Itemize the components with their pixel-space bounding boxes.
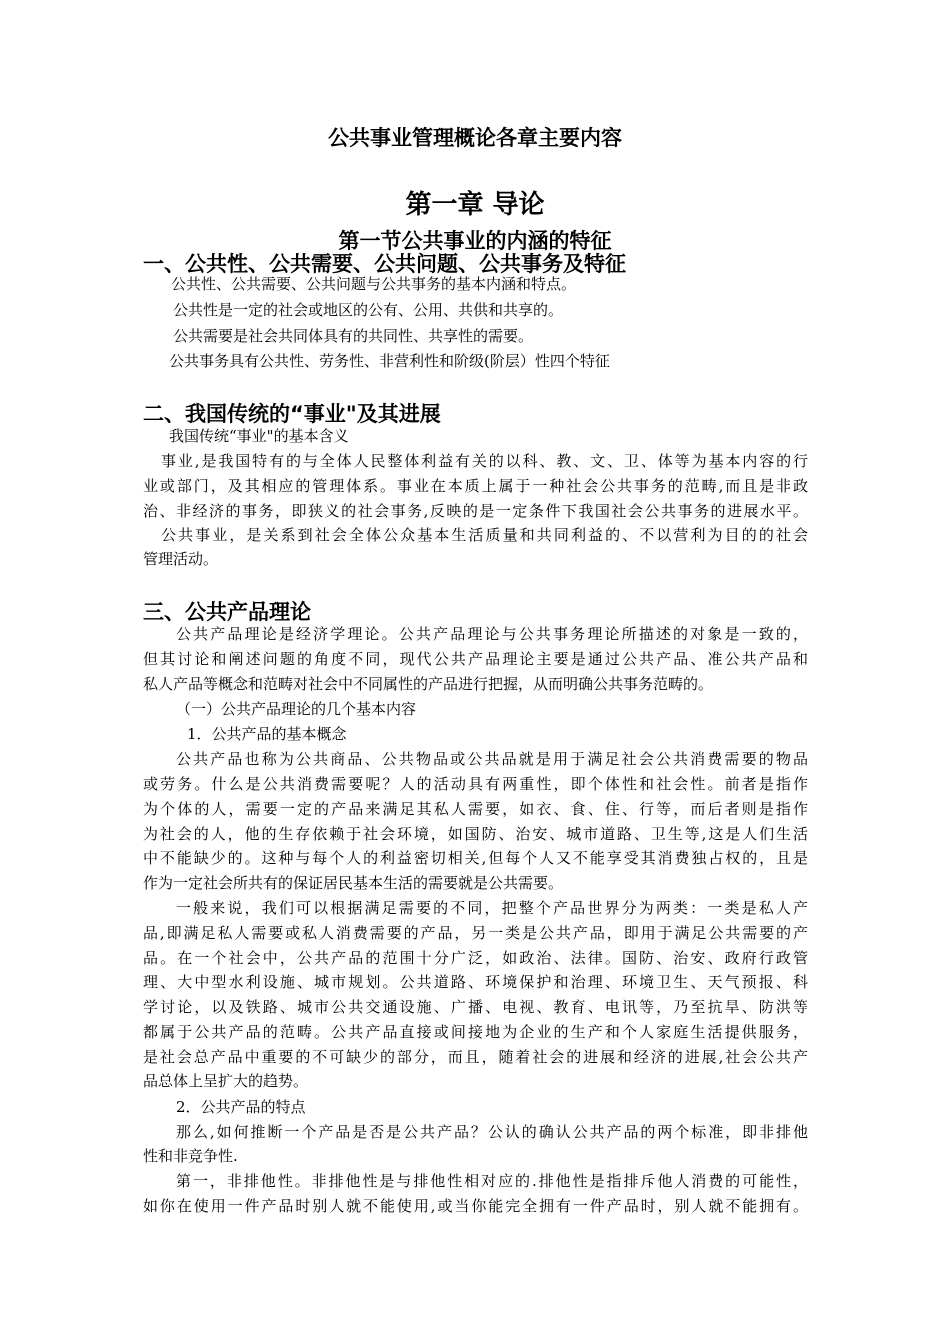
paragraph-line: 第一，非排他性。非排他性是与排他性相对应的.排他性是指排斥他人消费的可能性， (176, 1172, 808, 1190)
paragraph-line: （一）公共产品理论的几个基本内容 (176, 700, 417, 718)
paragraph-line: 业或部门，及其相应的管理体系。事业在本质上属于一种社会公共事务的范畴,而且是非政 (143, 477, 808, 495)
paragraph-line: 中不能缺少的。这种与每个人的利益密切相关,但每个人又不能享受其消费独占权的，且是 (143, 849, 808, 867)
document-title: 公共事业管理概论各章主要内容 (328, 126, 622, 150)
paragraph-line: 我国传统“事业"的基本含义 (169, 427, 349, 445)
paragraph-line: 公共事务具有公共性、劳务性、非营利性和阶级(阶层）性四个特征 (169, 352, 610, 370)
paragraph-line: 事业,是我国特有的与全体人民整体利益有关的以科、教、文、卫、体等为基本内容的行 (161, 452, 808, 470)
heading-3: 三、公共产品理论 (143, 600, 311, 624)
paragraph-line: 作为一定社会所共有的保证居民基本生活的需要就是公共需要。 (143, 874, 564, 892)
paragraph-line: 公共需要是社会共同体具有的共同性、共享性的需要。 (173, 327, 534, 345)
paragraph-line: 治、非经济的事务，即狭义的社会事务,反映的是一定条件下我国社会公共事务的进展水平。 (143, 502, 808, 520)
paragraph-line: 公共性是一定的社会或地区的公有、公用、共供和共享的。 (173, 301, 564, 319)
paragraph-line: 品。在一个社会中，公共产品的范围十分广泛，如政治、法律。国防、治安、政府行政管 (143, 949, 808, 967)
paragraph-line: 品总体上呈扩大的趋势。 (143, 1072, 309, 1090)
paragraph-line: 性和非竞争性. (143, 1147, 238, 1165)
paragraph-line: 那么,如何推断一个产品是否是公共产品？公认的确认公共产品的两个标准，即非排他 (176, 1123, 808, 1141)
paragraph-line: 学讨论，以及铁路、城市公共交通设施、广播、电视、教育、电讯等，乃至抗旱、防洪等 (143, 998, 808, 1016)
paragraph-line: 都属于公共产品的范畴。公共产品直接或间接地为企业的生产和个人家庭生活提供服务， (143, 1023, 808, 1041)
paragraph-line: 如你在使用一件产品时别人就不能使用,或当你能完全拥有一件产品时，别人就不能拥有。 (143, 1197, 808, 1215)
paragraph-line: 2．公共产品的特点 (176, 1098, 306, 1116)
paragraph-line: 但其讨论和阐述问题的角度不同，现代公共产品理论主要是通过公共产品、准公共产品和 (143, 650, 808, 668)
paragraph-line: 是社会总产品中重要的不可缺少的部分，而且，随着社会的进展和经济的进展,社会公共产 (143, 1048, 808, 1066)
paragraph-line: 公共产品理论是经济学理论。公共产品理论与公共事务理论所描述的对象是一致的， (176, 625, 808, 643)
heading-2: 二、我国传统的“事业"及其进展 (143, 402, 441, 426)
paragraph-line: 公共性、公共需要、公共问题与公共事务的基本内涵和特点。 (171, 275, 577, 293)
paragraph-line: 为社会的人，他的生存依赖于社会环境，如国防、治安、城市道路、卫生等,这是人们生活 (143, 825, 808, 843)
paragraph-line: 公共事业，是关系到社会全体公众基本生活质量和共同利益的、不以营利为目的的社会 (161, 526, 808, 544)
paragraph-line: 理、大中型水利设施、城市规划。公共道路、环境保护和治理、环境卫生、天气预报、科 (143, 973, 808, 991)
paragraph-line: 私人产品等概念和范畴对社会中不同属性的产品进行把握，从而明确公共事务范畴的。 (143, 675, 714, 693)
paragraph-line: 一般来说，我们可以根据满足需要的不同，把整个产品世界分为两类：一类是私人产 (176, 899, 808, 917)
paragraph-line: 品,即满足私人需要或私人消费需要的产品，另一类是公共产品，即用于满足公共需要的产 (143, 924, 808, 942)
paragraph-line: 为个体的人，需要一定的产品来满足其私人需要，如衣、食、住、行等，而后者则是指作 (143, 800, 808, 818)
section-heading: 第一节公共事业的内涵的特征 (338, 229, 612, 253)
paragraph-line: 1．公共产品的基本概念 (187, 725, 347, 743)
heading-1: 一、公共性、公共需要、公共问题、公共事务及特征 (143, 252, 626, 276)
chapter-heading: 第一章 导论 (405, 190, 545, 220)
paragraph-line: 管理活动。 (143, 550, 219, 568)
paragraph-line: 或劳务。什么是公共消费需要呢？人的活动具有两重性，即个体性和社会性。前者是指作 (143, 775, 808, 793)
paragraph-line: 公共产品也称为公共商品、公共物品或公共品就是用于满足社会公共消费需要的物品 (176, 750, 808, 768)
